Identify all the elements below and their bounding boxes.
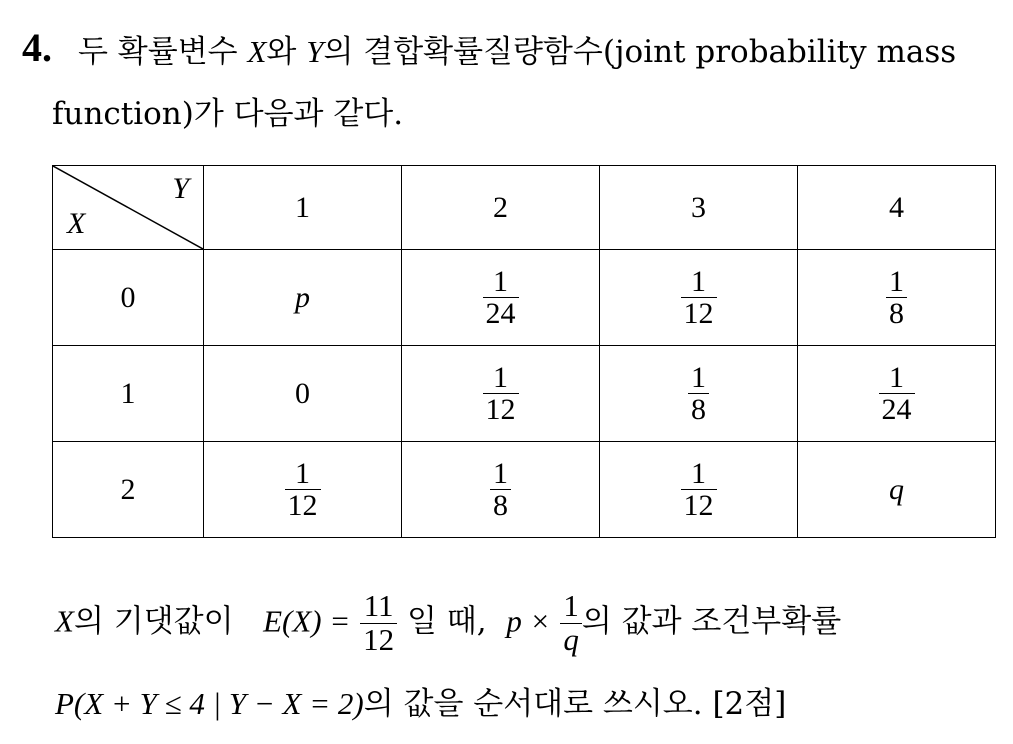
fraction-numerator: 1 — [681, 266, 717, 299]
fraction-denominator: 12 — [683, 297, 714, 330]
prob-cell — [798, 442, 996, 538]
condition-line — [55, 590, 841, 656]
fraction-denominator: 12 — [485, 393, 516, 426]
final-line — [55, 678, 786, 723]
p-times-expr: p × — [506, 603, 551, 639]
fraction-denominator: 8 — [691, 393, 706, 426]
fraction-numerator: 1 — [285, 458, 321, 491]
fraction — [681, 458, 717, 522]
fraction-numerator: 1 — [879, 362, 915, 395]
fraction-denominator: 24 — [881, 393, 912, 426]
cond-text-3: 의 값과 조건부확률 — [581, 603, 842, 640]
question-text-line2: function)가 다음과 같다. — [52, 96, 404, 132]
one-over-q-fraction — [560, 590, 582, 656]
header-y-1: 1 — [204, 166, 402, 250]
fraction-numerator: 1 — [886, 266, 907, 299]
fraction-numerator: 1 — [560, 590, 582, 624]
prob-cell — [600, 346, 798, 442]
fraction-denominator: q — [563, 621, 579, 657]
prob-cell — [204, 442, 402, 538]
corner-label-y: Y — [172, 172, 189, 205]
fraction-numerator: 1 — [483, 362, 519, 395]
question-text-pre: 두 확률변수 — [78, 34, 238, 70]
prob-cell — [402, 250, 600, 346]
header-y-2: 2 — [402, 166, 600, 250]
prob-cell — [798, 250, 996, 346]
prob-cell — [204, 250, 402, 346]
fraction — [483, 266, 519, 330]
prob-cell — [402, 442, 600, 538]
cell-var-q: q — [889, 472, 904, 506]
fraction-denominator: 12 — [683, 489, 714, 522]
header-y-3: 3 — [600, 166, 798, 250]
fraction-numerator: 1 — [483, 266, 519, 299]
var-x: X — [247, 34, 267, 69]
prob-cell — [798, 346, 996, 442]
fraction-numerator: 11 — [360, 590, 397, 624]
joint-pmf-table — [52, 165, 996, 538]
fraction-denominator: 8 — [889, 297, 904, 330]
fraction-numerator: 1 — [490, 458, 511, 491]
table-row — [53, 250, 996, 346]
cell-zero: 0 — [295, 376, 310, 410]
prob-cell — [204, 346, 402, 442]
table-corner-cell — [53, 166, 204, 250]
cell-var-p: p — [295, 280, 310, 314]
question-line-1 — [78, 26, 956, 71]
table-row — [53, 442, 996, 538]
corner-label-x: X — [67, 207, 86, 240]
fraction — [681, 266, 717, 330]
question-text-post: 의 결합확률질량함수(joint probability mass — [323, 34, 957, 70]
row-label-x: 0 — [53, 250, 204, 346]
fraction-denominator: 12 — [287, 489, 318, 522]
conditional-prob-expr: P(X + Y ≤ 4 | Y − X = 2) — [55, 686, 364, 721]
prob-cell — [600, 442, 798, 538]
fraction-denominator: 24 — [485, 297, 516, 330]
prob-cell — [402, 346, 600, 442]
row-label-x: 1 — [53, 346, 204, 442]
table-header-row — [53, 166, 996, 250]
final-text: 의 값을 순서대로 쓰시오. [2점] — [363, 686, 787, 722]
var-y: Y — [306, 34, 324, 69]
fraction — [688, 362, 709, 426]
expectation-expr: E(X) = — [263, 603, 351, 639]
fraction — [886, 266, 907, 330]
table-row — [53, 346, 996, 442]
header-y-4: 4 — [798, 166, 996, 250]
fraction-numerator: 1 — [681, 458, 717, 491]
question-number: 4. — [22, 25, 52, 70]
fraction — [879, 362, 915, 426]
fraction-numerator: 1 — [688, 362, 709, 395]
fraction — [483, 362, 519, 426]
cond-text-2: 일 때, — [407, 603, 487, 640]
fraction-denominator: 8 — [493, 489, 508, 522]
row-label-x: 2 — [53, 442, 204, 538]
question-text-mid: 와 — [266, 34, 297, 70]
cond-var-x: X — [55, 603, 74, 639]
cond-text-1: 의 기댓값이 — [73, 603, 234, 640]
fraction — [490, 458, 511, 522]
prob-cell — [600, 250, 798, 346]
expectation-fraction — [360, 590, 397, 656]
question-line-2 — [52, 88, 403, 133]
fraction-denominator: 12 — [363, 621, 395, 657]
fraction — [285, 458, 321, 522]
